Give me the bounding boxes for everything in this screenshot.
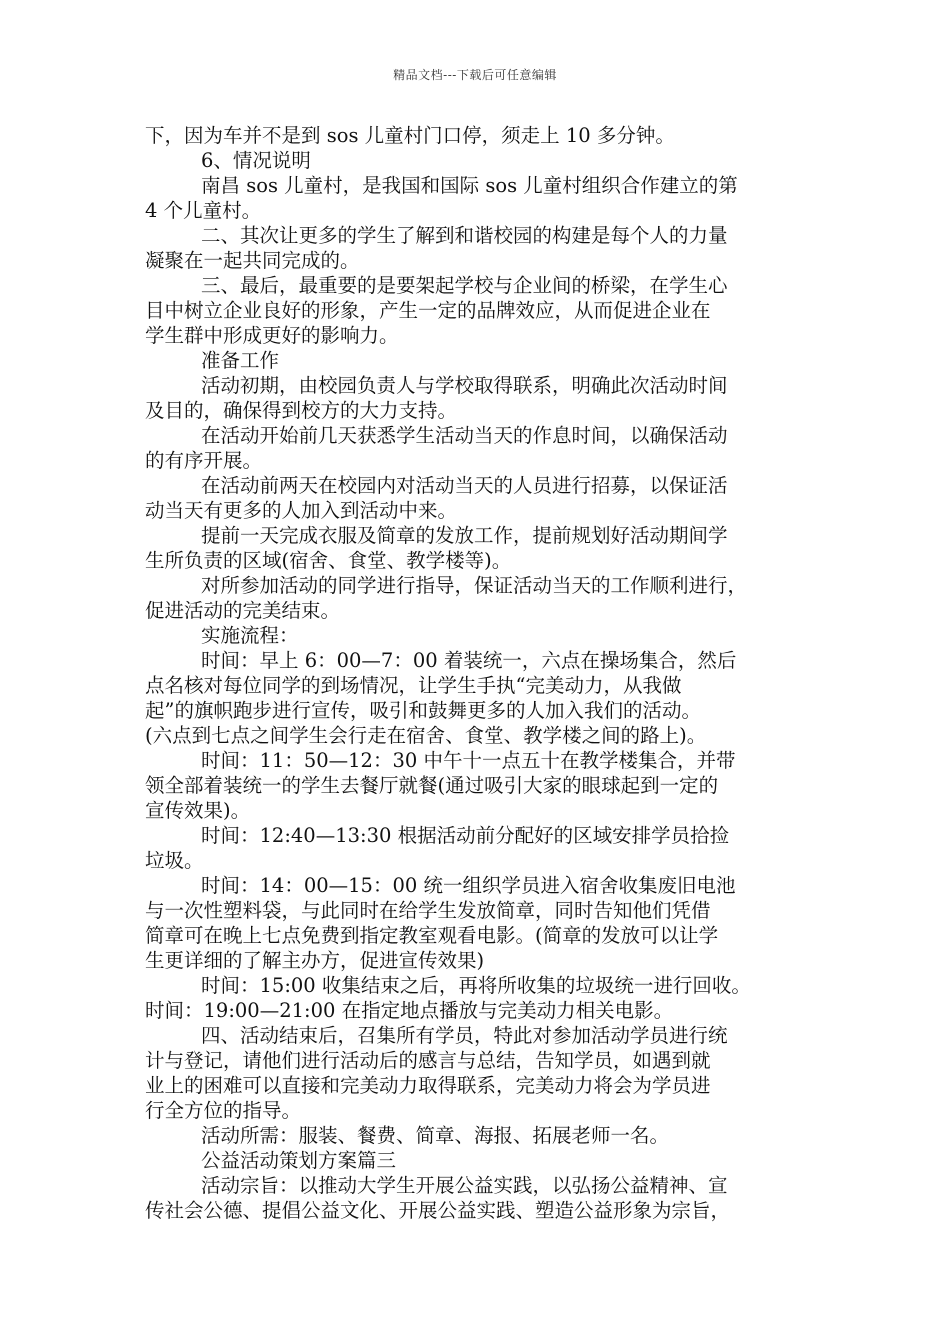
- text-line: 时间：12:40—13:30 根据活动前分配好的区域安排学员拾捡: [201, 824, 730, 847]
- text-line: 领全部着装统一的学生去餐厅就餐(通过吸引大家的眼球起到一定的: [145, 774, 719, 797]
- text-line: 学生群中形成更好的影响力。: [145, 324, 399, 347]
- text-line: 宣传效果)。: [145, 799, 251, 822]
- text-line: 三、最后，最重要的是要架起学校与企业间的桥梁，在学生心: [201, 274, 728, 297]
- document-body: [145, 123, 817, 1223]
- text-line: 时间：早上 6：00—7：00 着装统一，六点在操场集合，然后: [201, 649, 737, 672]
- text-line: 凝聚在一起共同完成的。: [145, 249, 360, 272]
- text-line: 在活动开始前几天获悉学生活动当天的作息时间，以确保活动: [201, 424, 728, 447]
- text-line: 提前一天完成衣服及简章的发放工作，提前规划好活动期间学: [201, 524, 728, 547]
- text-line: (六点到七点之间学生会行走在宿舍、食堂、教学楼之间的路上)。: [145, 724, 707, 747]
- text-line: 4 个儿童村。: [145, 199, 262, 222]
- text-line: 时间：19:00—21:00 在指定地点播放与完美动力相关电影。: [145, 999, 674, 1022]
- text-line: 点名核对每位同学的到场情况，让学生手执“完美动力，从我做: [145, 674, 682, 697]
- text-line: 6、情况说明: [201, 149, 311, 172]
- text-line: 活动宗旨：以推动大学生开展公益实践，以弘扬公益精神、宣: [201, 1174, 728, 1197]
- text-line: 下，因为车并不是到 sos 儿童村门口停，须走上 10 多分钟。: [145, 124, 675, 147]
- text-line: 对所参加活动的同学进行指导，保证活动当天的工作顺利进行，: [201, 574, 748, 597]
- text-line: 活动初期，由校园负责人与学校取得联系，明确此次活动时间: [201, 374, 728, 397]
- text-line: 业上的困难可以直接和完美动力取得联系，完美动力将会为学员进: [145, 1074, 711, 1097]
- text-line: 传社会公德、提倡公益文化、开展公益实践、塑造公益形象为宗旨，: [145, 1199, 731, 1222]
- text-line: 目中树立企业良好的形象，产生一定的品牌效应，从而促进企业在: [145, 299, 711, 322]
- text-line: 公益活动策划方案篇三: [201, 1149, 397, 1172]
- text-line: 南昌 sos 儿童村，是我国和国际 sos 儿童村组织合作建立的第: [201, 174, 738, 197]
- text-line: 二、其次让更多的学生了解到和谐校园的构建是每个人的力量: [201, 224, 728, 247]
- text-line: 简章可在晚上七点免费到指定教室观看电影。(简章的发放可以让学: [145, 924, 719, 947]
- text-line: 垃圾。: [145, 849, 204, 872]
- text-line: 在活动前两天在校园内对活动当天的人员进行招募，以保证活: [201, 474, 728, 497]
- text-line: 的有序开展。: [145, 449, 263, 472]
- text-line: 实施流程：: [201, 624, 299, 647]
- text-line: 时间：15:00 收集结束之后，再将所收集的垃圾统一进行回收。: [201, 974, 751, 997]
- page-header: 精品文档---下载后可任意编辑: [393, 68, 557, 82]
- text-line: 计与登记，请他们进行活动后的感言与总结，告知学员，如遇到就: [145, 1049, 711, 1072]
- text-line: 与一次性塑料袋，与此同时在给学生发放简章，同时告知他们凭借: [145, 899, 711, 922]
- text-line: 起”的旗帜跑步进行宣传，吸引和鼓舞更多的人加入我们的活动。: [145, 699, 701, 722]
- text-line: 四、活动结束后，召集所有学员，特此对参加活动学员进行统: [201, 1024, 728, 1047]
- text-line: 动当天有更多的人加入到活动中来。: [145, 499, 458, 522]
- text-line: 准备工作: [201, 349, 280, 372]
- text-line: 活动所需：服装、餐费、简章、海报、拓展老师一名。: [201, 1124, 670, 1147]
- text-line: 时间：14：00—15：00 统一组织学员进入宿舍收集废旧电池: [201, 874, 736, 897]
- text-line: 生更详细的了解主办方，促进宣传效果): [145, 949, 485, 972]
- text-line: 促进活动的完美结束。: [145, 599, 341, 622]
- text-line: 生所负责的区域(宿舍、食堂、教学楼等)。: [145, 549, 512, 572]
- text-line: 行全方位的指导。: [145, 1099, 302, 1122]
- text-line: 时间：11：50—12：30 中午十一点五十在教学楼集合，并带: [201, 749, 736, 772]
- text-line: 及目的，确保得到校方的大力支持。: [145, 399, 458, 422]
